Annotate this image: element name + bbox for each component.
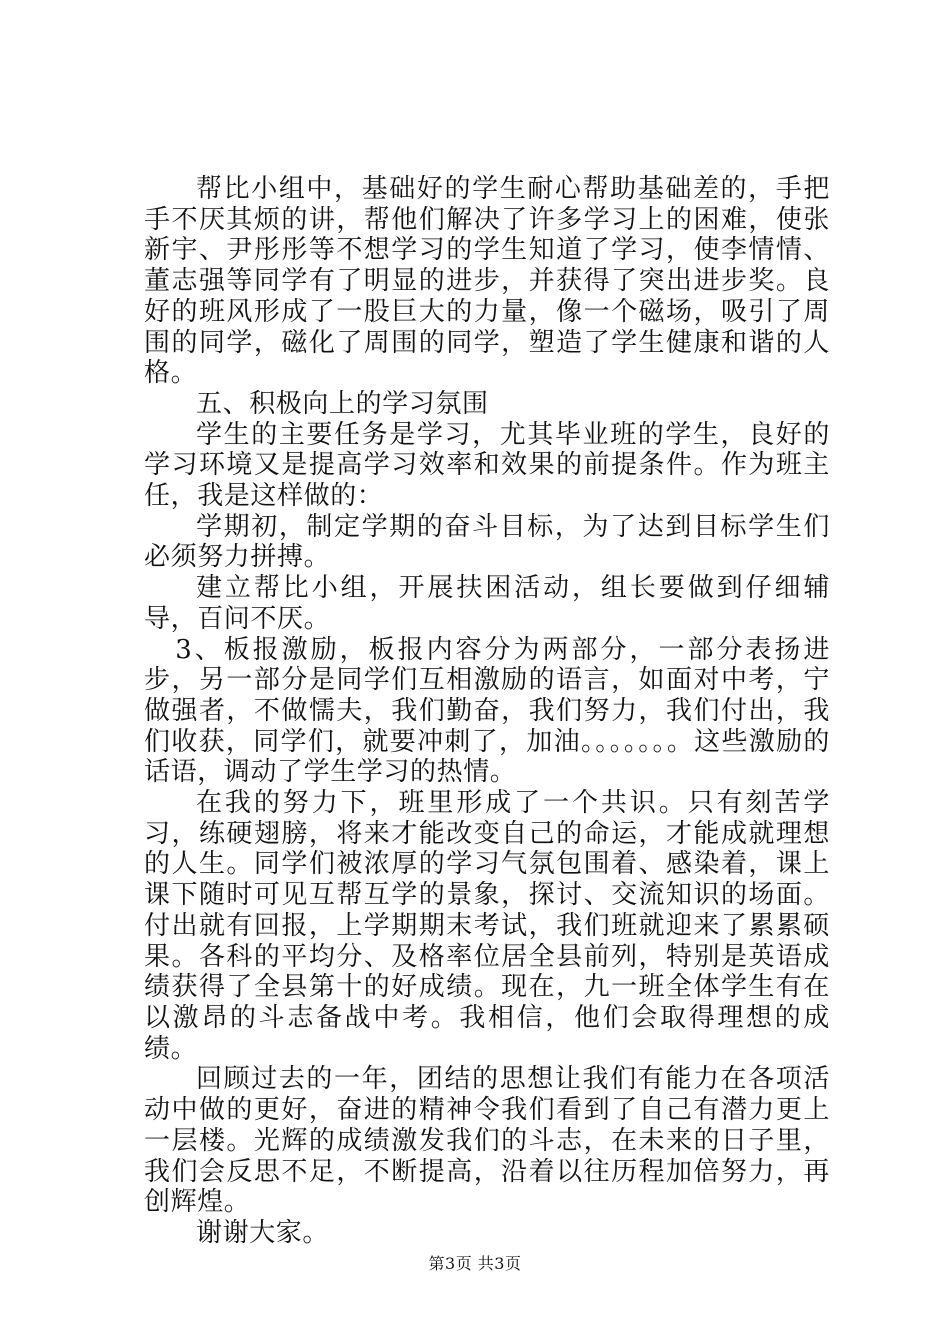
document-body [144,174,830,1249]
page-footer: 第3页 共3页 [428,1254,522,1273]
paragraph-helping-groups: 帮比小组中，基础好的学生耐心帮助基础差的，手把手不厌其烦的讲，帮他们解决了许多学习上的困难，使张新宇、尹彤彤等不想学习的学生知道了学习，使李情情、董志强等同学有了明显的进步，并获得了突出进步奖。良好的班风形成了一股巨大的力量，像一个磁场，吸引了周围的同学，磁化了周围的同学，塑造了学生健康和谐的人格。 [144,174,830,389]
paragraph-blackboard-encouragement: 3、板报激励，板报内容分为两部分，一部分表扬进步，另一部分是同学们互相激励的语言，如面对中考，宁做强者，不做懦夫，我们勤奋，我们努力，我们付出，我们收获，同学们，就要冲刺了，加油。。。。。。。这些激励的话语，调动了学生学习的热情。 [144,634,830,788]
paragraph-thanks: 谢谢大家。 [196,1217,330,1248]
paragraph-help-groups: 建立帮比小组，开展扶困活动，组长要做到仔细辅导，百问不厌。 [144,573,830,634]
paragraph-main-task: 学生的主要任务是学习，尤其毕业班的学生，良好的学习环境又是提高学习效率和效果的前提条件。作为班主任，我是这样做的： [144,419,830,512]
paragraph-review: 回顾过去的一年，团结的思想让我们有能力在各项活动中做的更好，奋进的精神令我们看到了自己有潜力更上一层楼。光辉的成绩激发我们的斗志，在未来的日子里，我们会反思不足，不断提高，沿着以往历程加倍努力，再创辉煌。 [144,1064,830,1218]
paragraph-semester-goals: 学期初，制定学期的奋斗目标，为了达到目标学生们必须努力拼搏。 [144,511,830,573]
section-heading-learning-atmosphere: 五、积极向上的学习氛围 [196,388,489,419]
paragraph-class-consensus: 在我的努力下，班里形成了一个共识。只有刻苦学习，练硬翅膀，将来才能改变自己的命运，才能成就理想的人生。同学们被浓厚的学习气氛包围着、感染着，课上课下随时可见互帮互学的景象，探讨、交流知识的场面。付出就有回报，上学期期末考试，我们班就迎来了累累硕果。各科的平均分、及格率位居全县前列，特别是英语成绩获得了全县第十的好成绩。现在，九一班全体学生有在以激昂的斗志备战中考。我相信，他们会取得理想的成绩。 [144,788,830,1064]
